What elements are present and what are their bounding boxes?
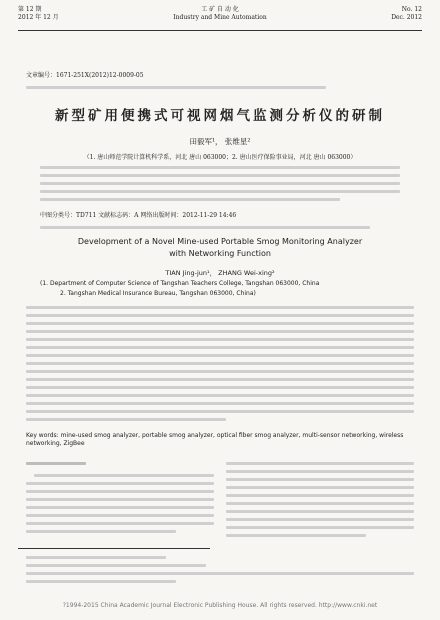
copyright-footer: ?1994-2015 China Academic Journal Electronic Publishing House. All rights reserved. http://www.cnki.net	[62, 602, 378, 609]
journal-name: 工 矿 自 动 化 Industry and Mine Automation	[173, 6, 267, 21]
issue-info: 第 12 期 2012 年 12 月	[18, 6, 59, 21]
footnote-rule	[18, 548, 210, 549]
doi-placeholder	[40, 226, 370, 229]
article-number: 文章编号：1671-251X(2012)12-0009-05	[26, 72, 144, 79]
english-keywords: Key words: mine-used smog analyzer, portable smog analyzer, optical fiber smog analyzer, multi-sensor networking, wireless networking, ZigBee	[26, 432, 404, 447]
journal-header	[18, 6, 422, 28]
english-affiliation-1: (1. Department of Computer Science of Tangshan Teachers College, Tangshan 063000, China	[40, 280, 320, 287]
english-authors: TIAN Jing-jun¹， ZHANG Wei-xing²	[165, 269, 275, 277]
authors: 田毅军¹， 张维星²	[189, 137, 251, 146]
english-title: Development of a Novel Mine-used Portable Smog Monitoring Analyzer with Networking Function	[77, 237, 363, 258]
affiliation: （1. 唐山师范学院计算机科学系，河北 唐山 063000；2. 唐山医疗保险事业局，河北 唐山 063000）	[83, 154, 357, 161]
header-rule	[18, 30, 422, 31]
english-affiliation-2: 2. Tangshan Medical Insurance Bureau, Tangshan 063000, China)	[60, 290, 256, 297]
classification-info: 中图分类号：TD711 文献标志码：A 网络出版时间：2012-11-29 14:46	[40, 212, 237, 219]
citation-placeholder	[26, 86, 326, 89]
issue-number: No. 12 Dec. 2012	[391, 6, 422, 21]
paper-title: 新型矿用便携式可视网烟气监测分析仪的研制	[55, 108, 385, 124]
